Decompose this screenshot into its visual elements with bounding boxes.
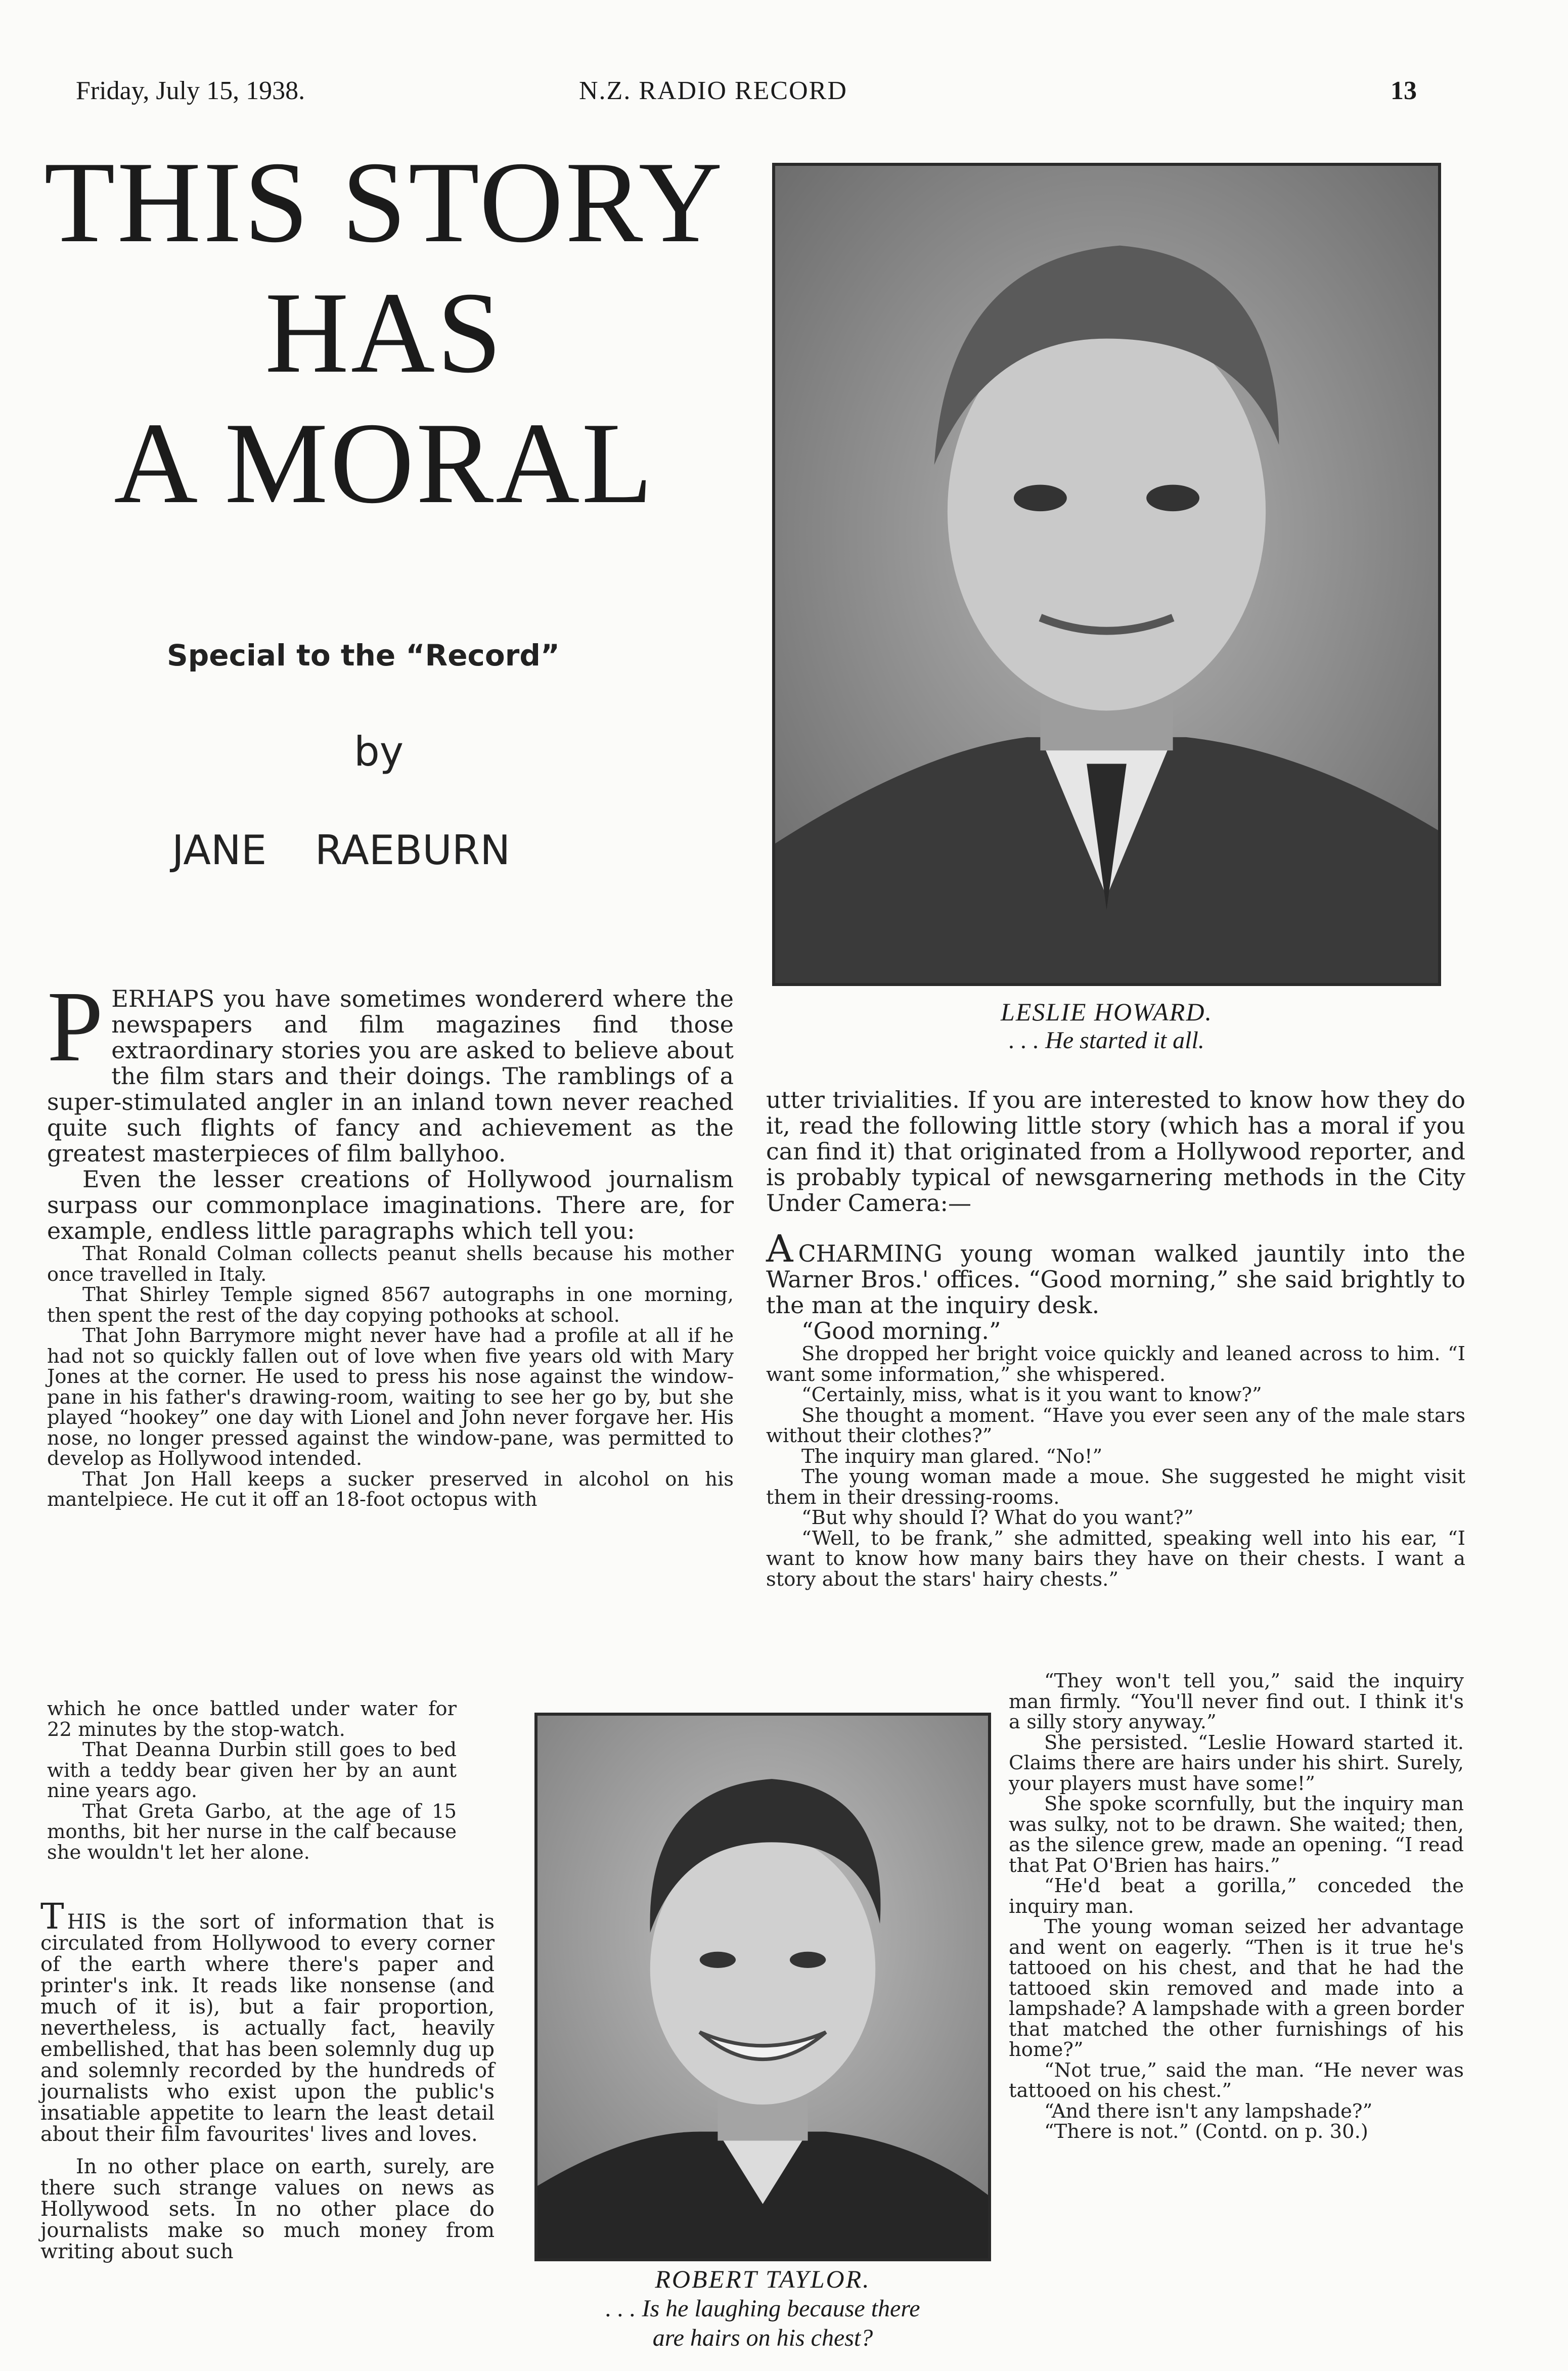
this-para-text: HIS is the sort of information that is circulated from Hollywood to every corner of the earth where there's paper and printer's ink. It reads like nonsense (and much of it is), but a fair proportion, nevertheless, is actually fact, heavily embellished, that has been solemnly dug up and solemnly recorded by the hundreds of journalists who exist upon the public's insatiable appetite to learn the least detail about their film favourites' lives and loves. (40, 1910, 495, 2146)
left-column-narrow-top (47, 1699, 457, 1863)
item-jon-hall: That Jon Hall keeps a sucker preserved in alcohol on his mantelpiece. He cut it off an 18-foot octopus with (47, 1467, 734, 1511)
item-colman: That Ronald Colman collects peanut shells because his mother once travelled in Italy. (47, 1242, 734, 1286)
headline-line-2: HAS (264, 268, 504, 397)
dialogue-paragraph-7: “Well, to be frank,” she admitted, speaking well into his ear, “I want to know how many bairs they have on their chests. I want a story about the stars' hairy chests.” (766, 1527, 1465, 1591)
dialogue-narrow-paragraph-5: The young woman seized her advantage and went on eagerly. “Then is it true he's tattooed on his chest, and that he had the tattooed skin removed and made into a lampshade? A lampshade with a green border that matched the other furnishings of his home?” (1009, 1915, 1464, 2061)
a-initial: A (766, 1227, 793, 1271)
dialogue-narrow-paragraph-6: “Not true,” said the man. “He never was tattooed on his chest.” (1009, 2059, 1464, 2102)
good-morning: “Good morning.” (801, 1317, 1001, 1345)
para-this-is-the-sort (40, 1896, 495, 2146)
intro-paragraph (47, 971, 734, 1167)
item-garbo: That Greta Garbo, at the age of 15 months, bit her nurse in the calf because she wouldn't let her alone. (47, 1800, 457, 1864)
dialogue-paragraph-4: The inquiry man glared. “No!” (801, 1445, 1103, 1468)
dialogue-narrow-paragraph-8: “There is not.” (Contd. on p. 30.) (1044, 2120, 1368, 2143)
headline-line-1: THIS STORY (44, 138, 725, 266)
item-barrymore: That John Barrymore might never have had a profile at all if he had not so quickly fallen out of love when five years old with Mary Jones at the corner. He used to press his nose against the window-pane in his father's drawing-room, waiting to see her go by, but she played “hookey” one day with Lionel and John never forgave her. His nose, no longer pressed against the window-pane, was permitted to develop as Hollywood intended. (47, 1324, 734, 1470)
item-durbin: That Deanna Durbin still goes to bed with a teddy bear given her by an aunt nine years ago. (47, 1738, 457, 1802)
this-initial: T (40, 1896, 64, 1937)
para-utter-trivialities: utter trivialities. If you are interested to know how they do it, read the following little story (which has a moral if you can find it) that originated from a Hollywood reporter, and is probably typical of newsgarnering methods in the City Under Camera:— (766, 1086, 1465, 1217)
author-name: JANE RAEBURN (172, 827, 511, 874)
robert-taylor-photo (534, 1713, 991, 2261)
dialogue-narrow-paragraph-2: She persisted. “Leslie Howard started it. Claims there are hairs under his shirt. Surely, your players must have some!” (1009, 1731, 1464, 1795)
right-column-narrow (1009, 1671, 1464, 2142)
robert-caption-line-1: . . . Is he laughing because there (605, 2295, 920, 2322)
left-column-intro (47, 971, 734, 1511)
dialogue-narrow (1009, 1671, 1464, 2142)
right-column (766, 1087, 1465, 1590)
leslie-howard-photo (772, 163, 1441, 986)
publication-name: N.Z. RADIO RECORD (579, 76, 847, 105)
page-date: Friday, July 15, 1938. (76, 76, 305, 105)
byline-by: by (354, 728, 404, 775)
dialogue-paragraph-6: “But why should I? What do you want?” (801, 1506, 1194, 1529)
headline-line-3: A MORAL (114, 398, 655, 527)
para-lesser-creations: Even the lesser creations of Hollywood journalism surpass our commonplace imaginations. There are, for example, endless little paragraphs which tell you: (47, 1166, 734, 1244)
leslie-caption-name: LESLIE HOWARD. (1001, 998, 1213, 1026)
leslie-caption-text: . . . He started it all. (1009, 1027, 1204, 1054)
left-column-narrow-bottom (40, 1896, 495, 2263)
para-no-other-place: In no other place on earth, surely, are there such strange values on news as Hollywood sets. In no other place do journalists make so much money from writing about such (40, 2155, 495, 2263)
para-charming-young-woman (766, 1227, 1465, 1319)
intro-text: ERHAPS you have sometimes wondererd where the newspapers and film magazines find those extraordinary stories you are asked to believe about the film stars and their doings. The ramblings of a super-stimulated angler in an inland town never reached quite such flights of fancy and achievement as the greatest masterpieces of film ballyhoo. (47, 985, 734, 1167)
dialogue-narrow-paragraph-3: She spoke scornfully, but the inquiry man was sulky, not to be drawn. She waited; then, as the silence grew, made an opening. “I read that Pat O'Brien has hairs.” (1009, 1793, 1464, 1877)
intro-drop-cap: P (47, 971, 104, 1083)
special-line: Special to the “Record” (167, 638, 560, 673)
robert-caption-line-2: are hairs on his chest? (652, 2324, 873, 2351)
dialogue-narrow-paragraph-4: “He'd beat a gorilla,” conceded the inquiry man. (1009, 1874, 1464, 1918)
dialogue-paragraph-3: She thought a moment. “Have you ever seen any of the male stars without their clothes?” (766, 1404, 1465, 1447)
dialogue-paragraph-2: “Certainly, miss, what is it you want to know?” (801, 1383, 1262, 1406)
dialogue-paragraph-5: The young woman made a moue. She suggested he might visit them in their dressing-rooms. (766, 1465, 1465, 1509)
item-temple: That Shirley Temple signed 8567 autographs in one morning, then spent the rest of the day copying pothooks at school. (47, 1283, 734, 1327)
dialogue-narrow-paragraph-7: “And there isn't any lampshade?” (1044, 2099, 1373, 2123)
robert-caption-name: ROBERT TAYLOR. (655, 2265, 871, 2293)
item-jon-hall-cont: which he once battled under water for 22 minutes by the stop-watch. (47, 1697, 457, 1741)
a-para-text: CHARMING young woman walked jauntily into the Warner Bros.' offices. “Good morning,” she said brightly to the man at the inquiry desk. (766, 1240, 1465, 1319)
page-number: 13 (1391, 76, 1417, 105)
headline (35, 138, 733, 527)
dialogue-paragraph-1: She dropped her bright voice quickly and leaned across to him. “I want some information,” she whispered. (766, 1343, 1465, 1386)
dialogue-wide (766, 1344, 1465, 1590)
dialogue-narrow-paragraph-1: “They won't tell you,” said the inquiry man firmly. “You'll never find out. I think it's a silly story anyway.” (1009, 1670, 1464, 1733)
